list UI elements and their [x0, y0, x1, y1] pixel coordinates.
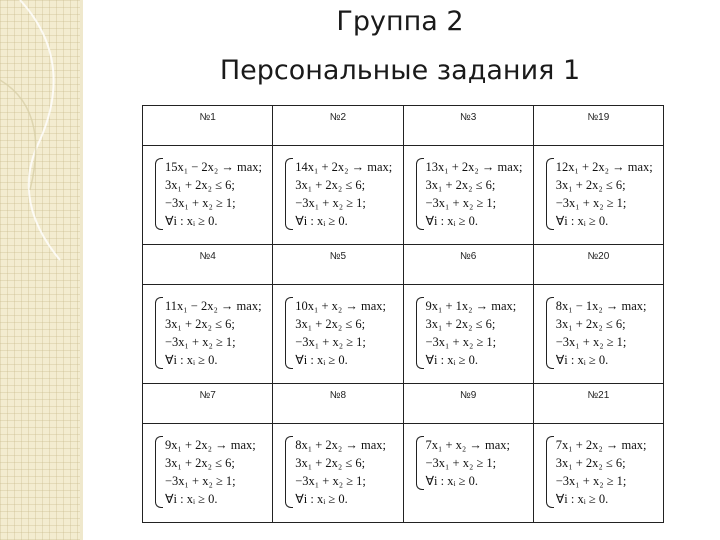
- equation-line: 12x₁ + 2x₂ → max;: [555, 160, 653, 174]
- equation-line: −3x₁ + x₂ ≥ 1;: [555, 474, 627, 488]
- equation-system: [546, 297, 663, 369]
- equation-line: ∀i : xᵢ ≥ 0.: [165, 492, 218, 506]
- brace-icon: [416, 158, 424, 230]
- equation-line: 9x₁ + 2x₂ → max;: [165, 438, 256, 452]
- task-row: [143, 285, 664, 384]
- decorative-side-panel: [0, 0, 80, 540]
- equation-line: 8x₁ + 2x₂ → max;: [295, 438, 387, 452]
- header-row: [143, 384, 664, 424]
- equation-line: 3x₁ + 2x₂ ≤ 6;: [165, 317, 235, 331]
- task-number: №2: [273, 106, 403, 146]
- brace-icon: [285, 158, 293, 230]
- task-number: №1: [143, 106, 273, 146]
- equation-line: ∀i : xᵢ ≥ 0.: [555, 214, 609, 228]
- equation-line: 7x₁ + 2x₂ → max;: [555, 438, 647, 452]
- equation-line: 8x₁ − 1x₂ → max;: [555, 299, 647, 313]
- brace-icon: [416, 436, 424, 490]
- equation-system: [416, 436, 533, 490]
- task-number: №6: [403, 245, 533, 285]
- equation-line: 10x₁ + x₂ → max;: [295, 299, 387, 313]
- equation-line: ∀i : xᵢ ≥ 0.: [425, 474, 479, 488]
- task-number: №7: [143, 384, 273, 424]
- brace-icon: [285, 297, 293, 369]
- task-number: №20: [533, 245, 663, 285]
- equation-line: 3x₁ + 2x₂ ≤ 6;: [295, 178, 366, 192]
- equation-line: −3x₁ + x₂ ≥ 1;: [295, 196, 366, 210]
- brace-icon: [416, 297, 424, 369]
- task-number: №3: [403, 106, 533, 146]
- equation-line: −3x₁ + x₂ ≥ 1;: [425, 196, 497, 210]
- equation-line: ∀i : xᵢ ≥ 0.: [295, 214, 348, 228]
- task-cell: [403, 424, 533, 523]
- equation-line: 3x₁ + 2x₂ ≤ 6;: [425, 317, 496, 331]
- task-cell: [403, 285, 533, 384]
- equation-line: ∀i : xᵢ ≥ 0.: [555, 492, 609, 506]
- task-number: №4: [143, 245, 273, 285]
- equation-line: 3x₁ + 2x₂ ≤ 6;: [425, 178, 496, 192]
- equation-line: 3x₁ + 2x₂ ≤ 6;: [165, 456, 235, 470]
- brace-icon: [155, 297, 163, 369]
- equation-line: 7x₁ + x₂ → max;: [425, 438, 511, 452]
- task-cell: [273, 424, 403, 523]
- equation-line: 14x₁ + 2x₂ → max;: [295, 160, 393, 174]
- equation-system: [416, 158, 533, 230]
- task-cell: [273, 146, 403, 245]
- equation-line: 3x₁ + 2x₂ ≤ 6;: [165, 178, 235, 192]
- task-row: [143, 424, 664, 523]
- equation-line: 3x₁ + 2x₂ ≤ 6;: [555, 178, 626, 192]
- task-cell: [273, 285, 403, 384]
- brace-icon: [155, 158, 163, 230]
- equation-system: [155, 436, 272, 508]
- equation-system: [285, 436, 402, 508]
- equation-line: ∀i : xᵢ ≥ 0.: [295, 353, 348, 367]
- equation-line: −3x₁ + x₂ ≥ 1;: [295, 474, 366, 488]
- task-cell: [143, 285, 273, 384]
- equation-system: [155, 158, 272, 230]
- brace-icon: [546, 297, 554, 369]
- equation-line: 3x₁ + 2x₂ ≤ 6;: [555, 456, 626, 470]
- task-number: №21: [533, 384, 663, 424]
- task-cell: [533, 285, 663, 384]
- equation-line: −3x₁ + x₂ ≥ 1;: [425, 335, 497, 349]
- task-number: №8: [273, 384, 403, 424]
- brace-icon: [285, 436, 293, 508]
- brace-icon: [155, 436, 163, 508]
- equation-line: −3x₁ + x₂ ≥ 1;: [165, 196, 236, 210]
- equation-line: 3x₁ + 2x₂ ≤ 6;: [555, 317, 626, 331]
- equation-line: −3x₁ + x₂ ≥ 1;: [165, 335, 236, 349]
- equation-system: [285, 158, 402, 230]
- equation-system: [285, 297, 402, 369]
- equation-line: 15x₁ − 2x₂ → max;: [165, 160, 263, 174]
- equation-line: −3x₁ + x₂ ≥ 1;: [555, 196, 627, 210]
- header-row: [143, 106, 664, 146]
- equation-line: 9x₁ + 1x₂ → max;: [425, 299, 517, 313]
- equation-system: [155, 297, 272, 369]
- brace-icon: [546, 158, 554, 230]
- equation-system: [546, 158, 663, 230]
- task-cell: [533, 146, 663, 245]
- slide-title-line2: Персональные задания 1: [219, 55, 581, 86]
- equation-line: −3x₁ + x₂ ≥ 1;: [295, 335, 366, 349]
- task-cell: [403, 146, 533, 245]
- equation-line: ∀i : xᵢ ≥ 0.: [165, 214, 218, 228]
- task-row: [143, 146, 664, 245]
- equation-line: ∀i : xᵢ ≥ 0.: [425, 353, 479, 367]
- equation-line: 13x₁ + 2x₂ → max;: [425, 160, 523, 174]
- task-cell: [533, 424, 663, 523]
- task-cell: [143, 424, 273, 523]
- task-cell: [143, 146, 273, 245]
- equation-line: −3x₁ + x₂ ≥ 1;: [425, 456, 497, 470]
- tasks-table: [142, 105, 664, 523]
- brace-icon: [546, 436, 554, 508]
- equation-line: ∀i : xᵢ ≥ 0.: [555, 353, 609, 367]
- task-number: №19: [533, 106, 663, 146]
- slide-title-line1: Группа 2: [336, 6, 464, 37]
- equation-line: ∀i : xᵢ ≥ 0.: [295, 492, 348, 506]
- equation-line: 3x₁ + 2x₂ ≤ 6;: [295, 456, 366, 470]
- header-row: [143, 245, 664, 285]
- equation-line: −3x₁ + x₂ ≥ 1;: [555, 335, 627, 349]
- equation-system: [416, 297, 533, 369]
- equation-line: −3x₁ + x₂ ≥ 1;: [165, 474, 236, 488]
- task-number: №9: [403, 384, 533, 424]
- decorative-arcs: [0, 0, 80, 540]
- equation-system: [546, 436, 663, 508]
- equation-line: 3x₁ + 2x₂ ≤ 6;: [295, 317, 366, 331]
- equation-line: ∀i : xᵢ ≥ 0.: [425, 214, 479, 228]
- equation-line: ∀i : xᵢ ≥ 0.: [165, 353, 218, 367]
- task-number: №5: [273, 245, 403, 285]
- equation-line: 11x₁ − 2x₂ → max;: [165, 299, 262, 313]
